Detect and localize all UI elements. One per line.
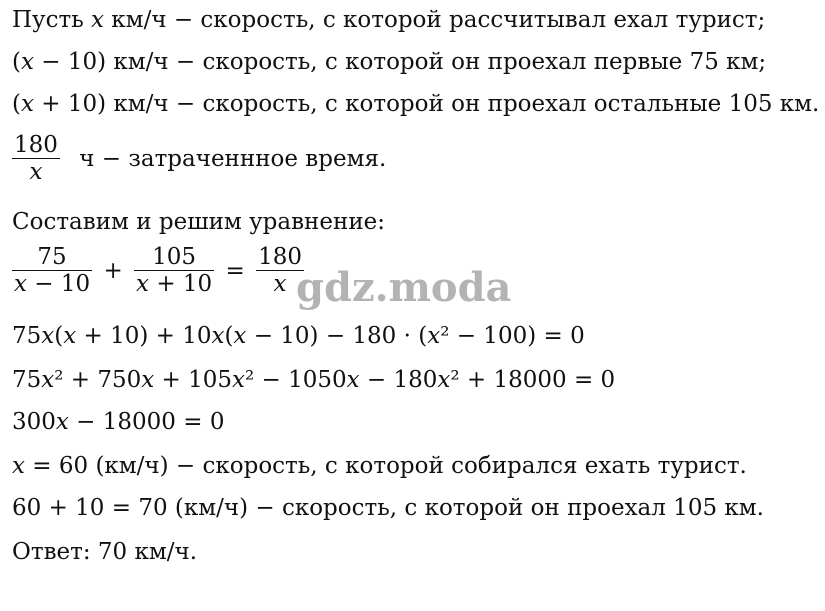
fraction-1-denominator: 𝑥 − 10 xyxy=(14,271,91,297)
equals-sign: = xyxy=(225,257,245,284)
line-12: Ответ: 70 км/ч. xyxy=(12,539,198,565)
fraction-1 xyxy=(12,244,92,297)
fraction-3-denominator: 𝑥 xyxy=(273,271,287,297)
time-fraction-denominator: 𝑥 xyxy=(29,159,43,185)
watermark-logo: gdz.moda xyxy=(296,264,512,311)
line-1: Пусть 𝑥 км/ч − скорость, с которой рассчитывал ехал турист; xyxy=(12,7,766,33)
plus-sign: + xyxy=(103,257,123,284)
line-4 xyxy=(12,132,386,185)
line-3: (𝑥 + 10) км/ч − скорость, с которой он проехал остальные 105 км. xyxy=(12,91,820,117)
line-10: 𝑥 = 60 (км/ч) − скорость, с которой собирался ехать турист. xyxy=(12,453,747,479)
fraction-2 xyxy=(134,244,214,297)
fraction-1-numerator: 75 xyxy=(37,244,67,270)
line-8: 75𝑥² + 750𝑥 + 105𝑥² − 1050𝑥 − 180𝑥² + 18000 = 0 xyxy=(12,367,616,393)
fraction-3-numerator: 180 xyxy=(258,244,302,270)
line-2: (𝑥 − 10) км/ч − скорость, с которой он проехал первые 75 км; xyxy=(12,49,767,75)
line-7: 75𝑥(𝑥 + 10) + 10𝑥(𝑥 − 10) − 180 · (𝑥² − 100) = 0 xyxy=(12,323,585,349)
time-fraction xyxy=(12,132,60,185)
line-11: 60 + 10 = 70 (км/ч) − скорость, с которой он проехал 105 км. xyxy=(12,495,764,521)
fraction-2-denominator: 𝑥 + 10 xyxy=(136,271,213,297)
line-9: 300𝑥 − 18000 = 0 xyxy=(12,409,225,435)
equation-line xyxy=(12,244,304,297)
fraction-2-numerator: 105 xyxy=(152,244,197,270)
time-fraction-numerator: 180 xyxy=(14,132,58,158)
time-label: ч − затраченнное время. xyxy=(79,145,387,172)
line-5: Составим и решим уравнение: xyxy=(12,209,386,235)
